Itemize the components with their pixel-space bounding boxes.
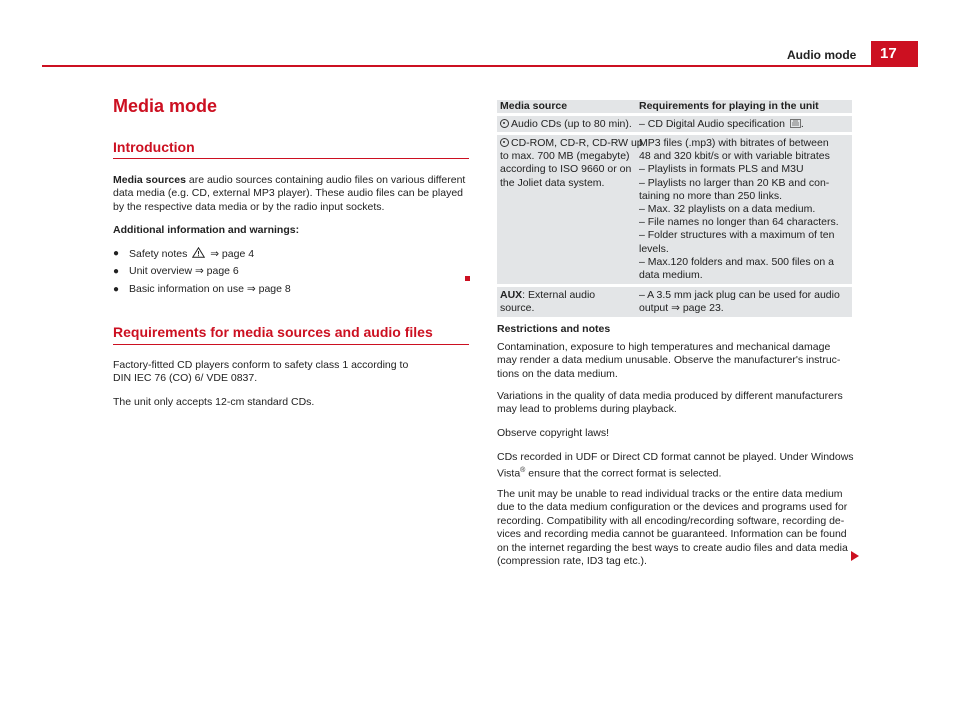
table-row [497, 116, 852, 132]
requirements-rule [113, 344, 469, 345]
text-line: may render a data medium unusable. Observe the manufacturer's instruc- [497, 354, 841, 367]
cell-text: according to ISO 9660 or on [500, 163, 632, 176]
header-rule [42, 65, 918, 67]
cell-text: levels. [639, 242, 669, 255]
table-header [497, 100, 852, 113]
source-cell [500, 137, 643, 190]
list-item [113, 265, 469, 283]
text-line: due to the data medium configuration or the devices and programs used for [497, 501, 848, 514]
intro-text: are audio sources containing audio files on various different data media (e.g. CD, external MP3 player). These audio files can be played by the respective data media or by the radio input sockets. [113, 174, 466, 213]
cell-text: data medium. [639, 269, 703, 282]
cell-text[interactable]: output ⇒ page 23. [639, 302, 724, 315]
text-rest: ensure that the correct format is selected. [525, 467, 722, 480]
text-line: DIN IEC 76 (CO) 6/ VDE 0837. [113, 372, 258, 385]
page-number: 17 [880, 45, 897, 62]
cell-text: : External audio source. [500, 289, 596, 315]
text-line: recording. Compatibility with all encoding/recording software, recording de- [497, 514, 845, 527]
text-line [497, 464, 853, 481]
additional-info: Additional information and warnings: [113, 224, 300, 236]
source-cell [500, 289, 632, 315]
end-of-section-marker [465, 276, 470, 281]
table-row [497, 287, 852, 317]
list-item-text[interactable]: Safety notes [129, 248, 188, 260]
text-line: may lead to problems during playback. [497, 403, 677, 416]
notes-paragraph [497, 341, 853, 381]
text-line: tions on the data medium. [497, 367, 618, 380]
notes-paragraph [497, 390, 853, 417]
list-item-text[interactable]: Unit overview ⇒ page 6 [129, 265, 239, 277]
source-cell [500, 118, 632, 131]
text-line: Variations in the quality of data media produced by different manufacturers [497, 390, 843, 402]
column-header-source: Media source [500, 100, 568, 112]
intro-term: Media sources [113, 174, 186, 186]
notes-heading: Restrictions and notes [497, 323, 611, 335]
cell-text: – CD Digital Audio specification [639, 118, 785, 130]
requirements-cell [639, 137, 851, 282]
cell-text: MP3 files (.mp3) with bitrates of between [639, 137, 829, 149]
notes-paragraph [497, 488, 853, 568]
cell-text: the Joliet data system. [500, 176, 605, 189]
notes-paragraph: Observe copyright laws! [497, 427, 610, 439]
cell-text: to max. 700 MB (megabyte) [500, 150, 630, 163]
list-item-link[interactable]: ⇒ page 4 [210, 248, 255, 260]
list-item [113, 247, 469, 265]
registered-mark: ® [520, 467, 526, 475]
cell-text: – A 3.5 mm jack plug can be used for audio [639, 289, 840, 301]
cell-text: – Folder structures with a maximum of ten [639, 229, 835, 242]
list-item [113, 283, 469, 301]
bullet-icon: ● [113, 248, 120, 259]
info-list [113, 247, 469, 301]
cell-text: – Playlists no larger than 20 KB and con- [639, 176, 830, 189]
aux-label: AUX [500, 289, 523, 301]
text-line: on the internet regarding the best ways to create audio files and data media [497, 541, 848, 554]
list-item-text[interactable]: Basic information on use ⇒ page 8 [129, 283, 291, 295]
text-line: CDs recorded in UDF or Direct CD format cannot be played. Under Windows [497, 451, 854, 463]
text-line: vices and recording media cannot be guaranteed. Information can be found [497, 528, 847, 541]
intro-paragraph [113, 174, 469, 214]
requirements-heading: Requirements for media sources and audio files [113, 324, 433, 340]
bullet-icon: ● [113, 266, 120, 277]
cell-text: Audio CDs (up to 80 min). [511, 118, 632, 130]
section-title: Audio mode [787, 48, 857, 62]
disc-logo-icon [790, 119, 801, 128]
cell-text: – Max.120 folders and max. 500 files on a [639, 255, 834, 268]
text-line: The unit may be unable to read individual tracks or the entire data medium [497, 488, 843, 500]
page-title: Media mode [113, 96, 218, 116]
cd-icon [500, 119, 509, 128]
cd-icon [500, 138, 509, 147]
continue-arrow-icon[interactable] [851, 551, 859, 561]
intro-heading: Introduction [113, 139, 195, 155]
notes-paragraph [497, 451, 853, 481]
requirements-paragraph [113, 359, 469, 386]
cell-text: – Playlists in formats PLS and M3U [639, 163, 804, 176]
media-table [497, 100, 852, 317]
vista-text: Vista [497, 467, 521, 480]
requirements-cell: – CD Digital Audio specification . [639, 118, 804, 130]
requirements-cell [639, 289, 851, 315]
text-line: (compression rate, ID3 tag etc.). [497, 555, 647, 568]
cell-text: CD-ROM, CD-R, CD-RW up [511, 137, 643, 149]
intro-rule [113, 158, 469, 159]
cell-text: – File names no longer than 64 characters. [639, 216, 839, 229]
cell-text: – Max. 32 playlists on a data medium. [639, 203, 816, 216]
bullet-icon: ● [113, 284, 120, 295]
text-line: Factory-fitted CD players conform to safety class 1 according to [113, 359, 409, 371]
page-number-box [871, 41, 918, 67]
warning-triangle-icon [192, 247, 205, 258]
table-row [497, 135, 852, 284]
column-header-requirements: Requirements for playing in the unit [639, 100, 819, 112]
standard-cd-paragraph: The unit only accepts 12-cm standard CDs. [113, 396, 315, 408]
cell-text: taining no more than 250 links. [639, 189, 783, 202]
cell-text: 48 and 320 kbit/s or with variable bitrates [639, 150, 830, 163]
text-line: Contamination, exposure to high temperatures and mechanical damage [497, 341, 831, 353]
